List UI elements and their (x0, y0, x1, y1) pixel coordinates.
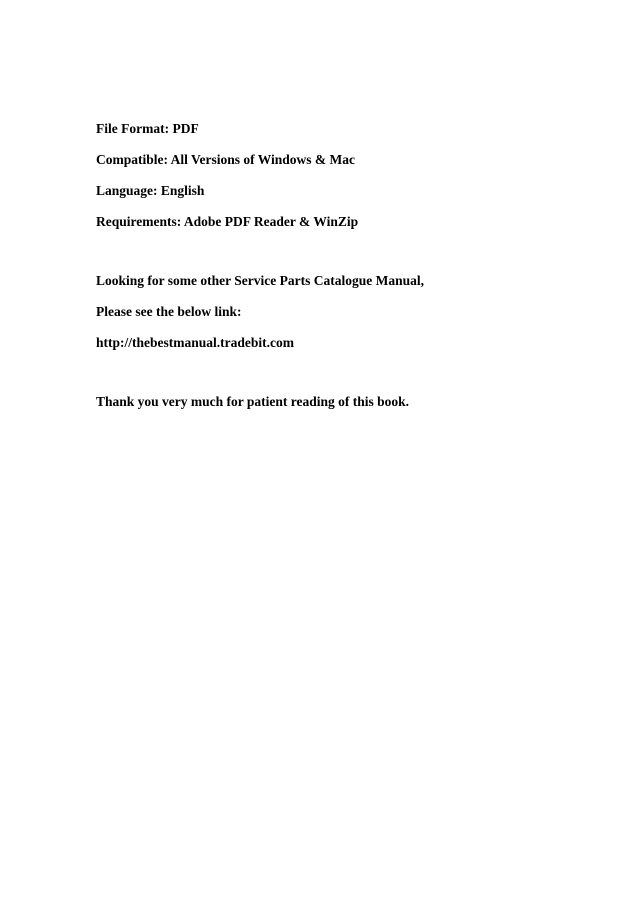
document-body (96, 120, 616, 410)
looking-for-line: Looking for some other Service Parts Catalogue Manual, (96, 273, 424, 288)
compatible-line: Compatible: All Versions of Windows & Mac (96, 152, 356, 167)
closing-line: Thank you very much for patient reading of this book. (96, 394, 410, 409)
manual-link[interactable]: http://thebestmanual.tradebit.com (96, 335, 294, 350)
language-line: Language: English (96, 183, 205, 198)
requirements-line: Requirements: Adobe PDF Reader & WinZip (96, 214, 359, 229)
file-format-line: File Format: PDF (96, 121, 199, 136)
please-see-line: Please see the below link: (96, 304, 242, 319)
